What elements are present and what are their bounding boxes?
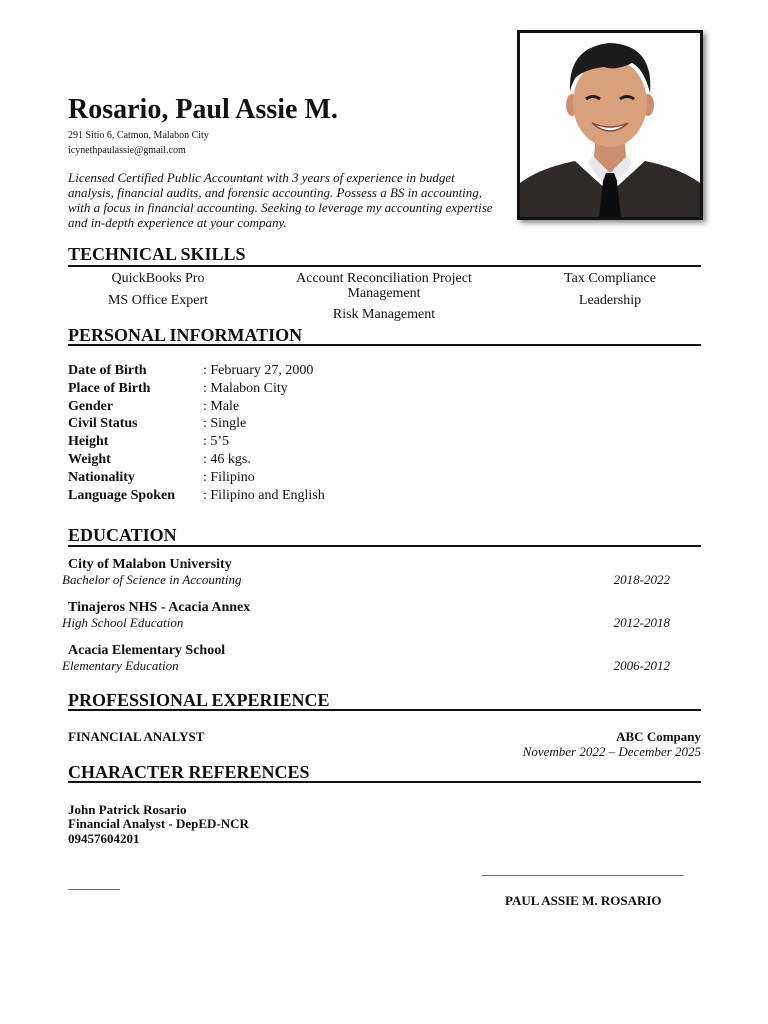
technical-skills-heading: TECHNICAL SKILLS (68, 244, 246, 264)
pi-value-civil-status: : Single (203, 416, 247, 431)
experience-company: ABC Company (616, 729, 701, 744)
reference-role: Financial Analyst - DepED-NCR (68, 816, 249, 831)
pi-label-language-spoken: Language Spoken (68, 488, 175, 503)
pi-value-gender: : Male (203, 399, 240, 414)
section-divider (68, 545, 701, 547)
skill-item: Management (347, 286, 421, 301)
section-divider (68, 265, 701, 267)
email: icynethpaulassie@gmail.com (68, 145, 186, 156)
pi-label-nationality: Nationality (68, 470, 135, 485)
pi-value-nationality: : Filipino (203, 470, 255, 485)
short-signature-line: ________ (68, 876, 120, 891)
education-years: 2006-2012 (613, 658, 670, 673)
education-degree: Elementary Education (62, 658, 179, 673)
pi-value-weight: : 46 kgs. (203, 452, 251, 467)
skill-item: Leadership (578, 293, 642, 308)
education-degree: Bachelor of Science in Accounting (62, 572, 242, 587)
education-school: Tinajeros NHS - Acacia Annex (68, 600, 251, 615)
summary: Licensed Certified Public Accountant with 3 years of experience in budget analysis, financial audits, and forensic accounting. Possess a BS in accounting, with a focus in financial accounting. Seeking to leverage my accounting expertise and in-depth experience at your company. (68, 170, 493, 230)
pi-label-weight: Weight (68, 452, 111, 467)
section-divider (68, 781, 701, 783)
education-school: City of Malabon University (68, 557, 232, 572)
pi-label-height: Height (68, 434, 109, 449)
references-heading: CHARACTER REFERENCES (68, 762, 310, 782)
section-divider (68, 709, 701, 711)
pi-label-place-of-birth: Place of Birth (68, 381, 151, 396)
signature-name: PAUL ASSIE M. ROSARIO (505, 893, 662, 908)
pi-value-height: : 5’5 (203, 434, 230, 449)
pi-label-date-of-birth: Date of Birth (68, 363, 147, 378)
pi-value-date-of-birth: : February 27, 2000 (203, 363, 314, 378)
experience-dates: November 2022 – December 2025 (522, 744, 701, 759)
skill-item: MS Office Expert (107, 293, 209, 308)
applicant-name: Rosario, Paul Assie M. (68, 94, 338, 125)
education-years: 2018-2022 (613, 572, 670, 587)
pi-value-place-of-birth: : Malabon City (203, 381, 288, 396)
experience-position: FINANCIAL ANALYST (68, 729, 205, 744)
profile-photo (517, 30, 703, 220)
pi-label-gender: Gender (68, 399, 114, 414)
personal-info-heading: PERSONAL INFORMATION (68, 325, 303, 345)
skill-item: Risk Management (332, 307, 436, 322)
signature-line: _______________________________ (482, 862, 684, 877)
education-years: 2012-2018 (613, 615, 670, 630)
education-school: Acacia Elementary School (68, 643, 226, 658)
address: 291 Sitio 6, Catmon, Malabon City (68, 130, 209, 141)
education-degree: High School Education (62, 615, 184, 630)
education-heading: EDUCATION (68, 525, 177, 545)
skill-item: Account Reconciliation Project (296, 271, 472, 286)
experience-heading: PROFESSIONAL EXPERIENCE (68, 690, 330, 710)
skill-item: QuickBooks Pro (111, 271, 205, 286)
pi-value-language-spoken: : Filipino and English (203, 488, 325, 503)
section-divider (68, 344, 701, 346)
skill-item: Tax Compliance (564, 271, 656, 286)
reference-name: John Patrick Rosario (68, 802, 187, 817)
reference-phone: 09457604201 (68, 831, 140, 846)
pi-label-civil-status: Civil Status (68, 416, 138, 431)
